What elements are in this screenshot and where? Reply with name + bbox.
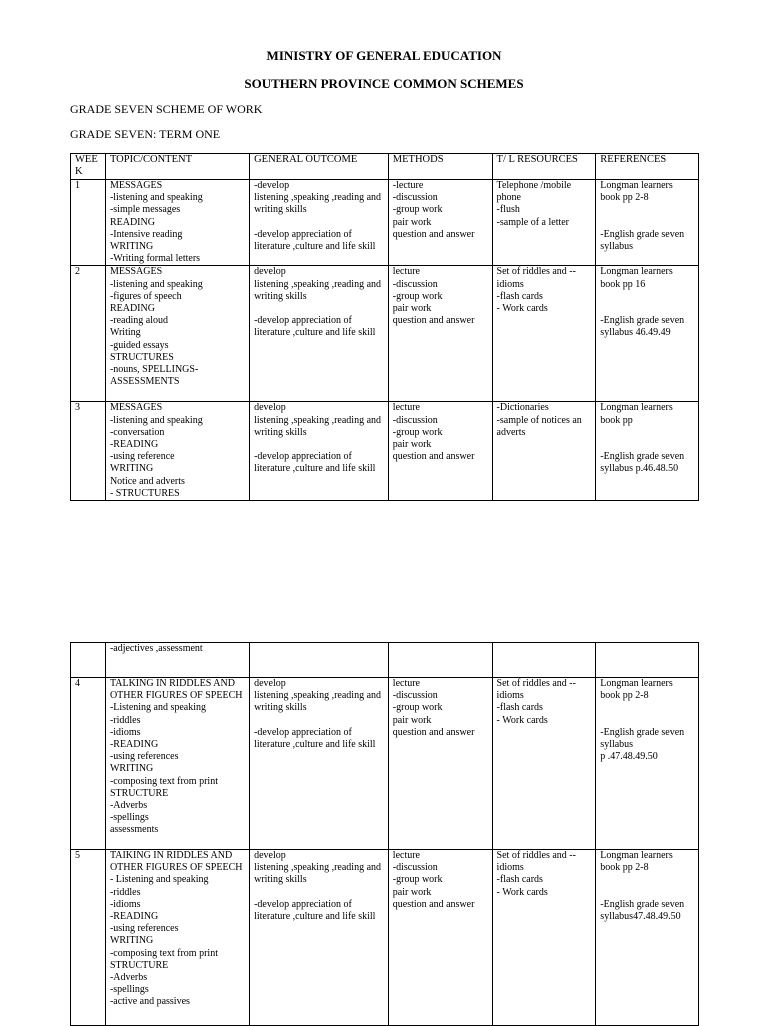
week-cell [71,643,106,678]
outcome-cell: develop listening ,speaking ,reading and writing skills -develop appreciation of literature ,culture and life skill [250,678,389,850]
table-row [71,678,699,850]
references-cell: Longman learners book pp -English grade seven syllabus p.46.48.50 [596,402,699,501]
references-cell: Longman learners book pp 16 -English grade seven syllabus 46.49.49 [596,266,699,402]
week-cell: 3 [71,402,106,501]
methods-cell: lecture -discussion -group work pair work question and answer [388,850,492,1026]
outcome-cell: develop listening ,speaking ,reading and writing skills -develop appreciation of literature ,culture and life skill [250,850,389,1026]
week-cell: 1 [71,180,106,266]
table-row [71,643,699,678]
methods-cell: lecture -discussion -group work pair work question and answer [388,678,492,850]
province-title: SOUTHERN PROVINCE COMMON SCHEMES [244,76,524,91]
resources-cell: Set of riddles and --idioms -flash cards - Work cards [492,266,596,402]
scheme-table-page1 [70,153,699,501]
scheme-table-page2 [70,642,699,1026]
references-cell: Longman learners book pp 2-8 -English grade seven syllabus p .47.48.49.50 [596,678,699,850]
outcome-cell: develop listening ,speaking ,reading and writing skills -develop appreciation of literature ,culture and life skill [250,402,389,501]
topic-cell: TAIKING IN RIDDLES AND OTHER FIGURES OF SPEECH - Listening and speaking -riddles -idioms -READING -using references WRITING -composing text from print STRUCTURE -Adverbs -spellings -active and passives [105,850,249,1026]
methods-cell: lecture -discussion -group work pair work question and answer [388,266,492,402]
outcome-cell [250,643,389,678]
topic-cell: MESSAGES -listening and speaking -figures of speech READING -reading aloud Writing -guided essays STRUCTURES -nouns, SPELLINGS- ASSESSMENTS [105,266,249,402]
header-references: REFERENCES [596,154,699,180]
header-resources: T/ L RESOURCES [492,154,596,180]
week-cell: 2 [71,266,106,402]
table-row [71,850,699,1026]
topic-cell: TALKING IN RIDDLES AND OTHER FIGURES OF SPEECH -Listening and speaking -riddles -idioms -READING -using references WRITING -composing text from print STRUCTURE -Adverbs -spellings assessments [105,678,249,850]
table-row [71,180,699,266]
resources-cell [492,643,596,678]
resources-cell: Set of riddles and --idioms -flash cards - Work cards [492,850,596,1026]
topic-cell: MESSAGES -listening and speaking -simple messages READING -Intensive reading WRITING -Writing formal letters [105,180,249,266]
references-cell [596,643,699,678]
ministry-title: MINISTRY OF GENERAL EDUCATION [266,48,502,63]
methods-cell: lecture -discussion -group work pair work question and answer [388,402,492,501]
header-outcome: GENERAL OUTCOME [250,154,389,180]
resources-cell: Telephone /mobile phone -flush -sample of a letter [492,180,596,266]
week-cell: 4 [71,678,106,850]
topic-cell: -adjectives ,assessment [105,643,249,678]
topic-cell: MESSAGES -listening and speaking -conversation -READING -using reference WRITING Notice and adverts - STRUCTURES [105,402,249,501]
header-topic: TOPIC/CONTENT [105,154,249,180]
methods-cell: -lecture -discussion -group work pair work question and answer [388,180,492,266]
outcome-cell: develop listening ,speaking ,reading and writing skills -develop appreciation of literature ,culture and life skill [250,266,389,402]
table-row [71,266,699,402]
header-methods: METHODS [388,154,492,180]
week-cell: 5 [71,850,106,1026]
header-week: WEE K [71,154,106,180]
term-title: GRADE SEVEN: TERM ONE [70,127,221,141]
resources-cell: Set of riddles and --idioms -flash cards - Work cards [492,678,596,850]
references-cell: Longman learners book pp 2-8 -English grade seven syllabus47.48.49.50 [596,850,699,1026]
references-cell: Longman learners book pp 2-8 -English grade seven syllabus [596,180,699,266]
scheme-title: GRADE SEVEN SCHEME OF WORK [70,102,263,116]
outcome-cell: -develop listening ,speaking ,reading and writing skills -develop appreciation of literature ,culture and life skill [250,180,389,266]
resources-cell: -Dictionaries -sample of notices an adverts [492,402,596,501]
table-row [71,402,699,501]
table-header-row [71,154,699,180]
methods-cell [388,643,492,678]
